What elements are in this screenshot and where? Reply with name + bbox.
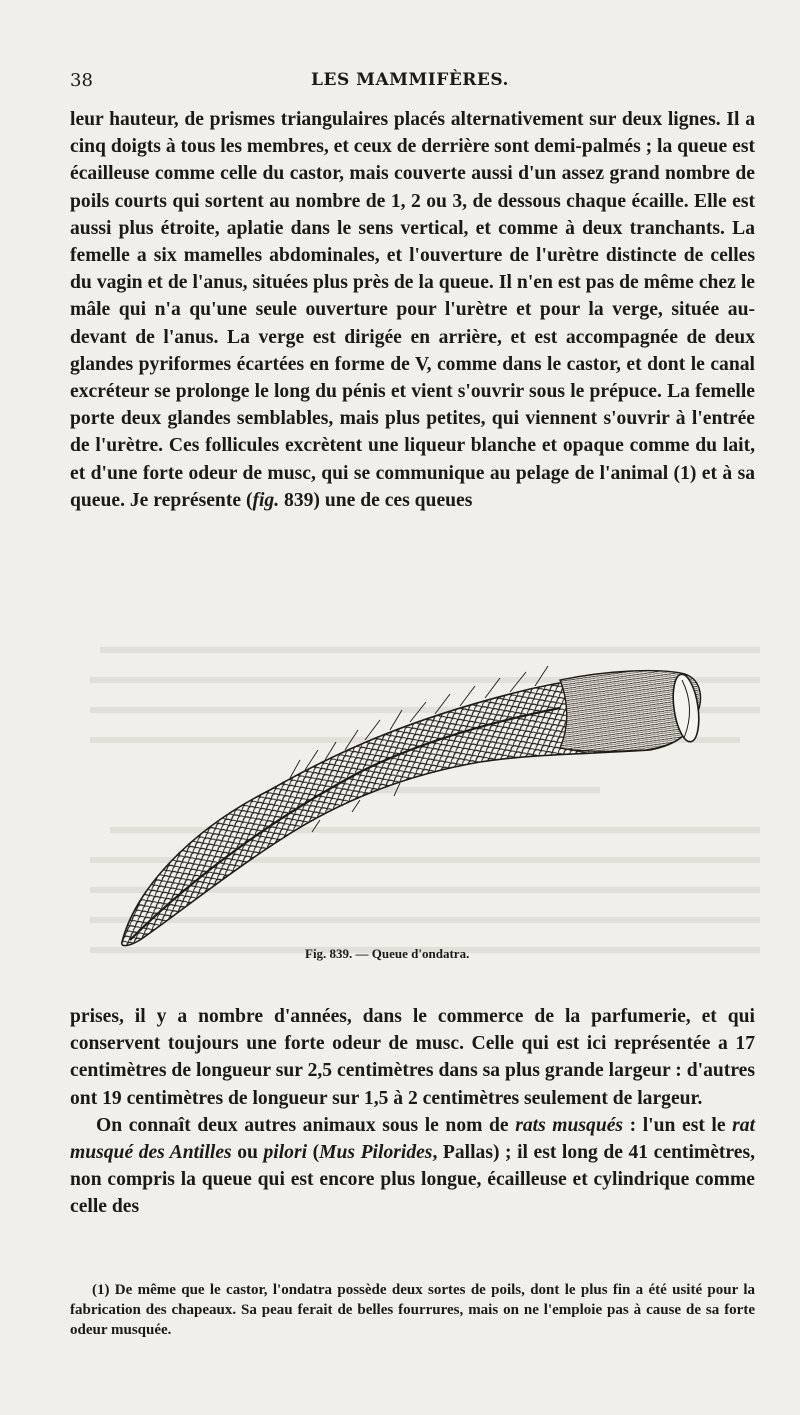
running-head: LES MAMMIFÈRES. [311, 70, 509, 90]
term-rat-musque-des-antilles: rat musqué des Antilles [70, 1114, 756, 1164]
body-text-top [70, 106, 755, 514]
body-text-bottom [70, 1003, 755, 1221]
paragraph: leur hauteur, de prismes triangulaires placés alternativement sur deux lignes. Il a cinq doigts à tous les membres, et ceux de derrière sont demi-palmés ; la queue est écailleuse comme celle du castor, mais couverte aussi d'un assez grand nombre de poils courts qui sortent au nombre de 1, 2 ou 3, de dessous chaque écaille. Elle est aussi plus étroite, aplatie dans le sens vertical, et comme à deux tranchants. La femelle a six mamelles abdominales, et l'ouverture de l'urètre distincte de celles du vagin et de l'anus, situées plus près de la queue. Il n'en est pas de même chez le mâle qui n'a qu'une seule ouverture pour l'urètre et pour la verge, située au-devant de l'anus. La verge est dirigée en arrière, et est accompagnée de deux glandes pyriformes écartées en forme de V, comme dans le castor, et dont le canal excréteur se prolonge le long du pénis et vient s'ouvrir sous le prépuce. La femelle porte deux glandes semblables, mais plus petites, qui viennent s'ouvrir à l'entrée de l'urètre. Ces follicules excrètent une liqueur blanche et opaque comme du lait, et d'une forte odeur de musc, qui se communique au pelage de l'animal (1) et à sa queue. Je représente (fig. 839) une de ces queues [70, 109, 755, 511]
paragraph: On connaît deux autres animaux sous le nom de rats musqués : l'un est le rat musqué des Antilles ou pilori (Mus Pilorides, Pallas) ; il est long de 41 centimètres, non compris la queue qui est encore plus longue, écailleuse et cylindrique comme celle des [70, 1114, 756, 1218]
figure-839 [90, 650, 730, 980]
figure-reference: fig. [252, 489, 280, 511]
term-pilori: pilori [263, 1142, 308, 1164]
muskrat-tail-engraving [90, 650, 730, 950]
page-number: 38 [70, 70, 93, 91]
term-rats-musques: rats musqués [515, 1114, 624, 1136]
paragraph: prises, il y a nombre d'années, dans le commerce de la parfumerie, et qui conservent toujours une forte odeur de musc. Celle qui est ici représentée a 17 centimètres de longueur sur 2,5 centimètres dans sa plus grande largeur : d'autres ont 19 centimètres de longueur sur 1,5 à 2 centimètres seulement de largeur. [70, 1006, 755, 1109]
footnote [70, 1280, 755, 1340]
figure-caption: Fig. 839. — Queue d'ondatra. [305, 946, 470, 961]
footnote-text: (1) De même que le castor, l'ondatra possède deux sortes de poils, dont le plus fin a été usité pour la fabrication des chapeaux. Sa peau ferait de belles fourrures, mais on ne l'emploie pas à cause de sa forte odeur musquée. [70, 1282, 755, 1338]
page-header [70, 70, 750, 100]
term-mus-pilorides: Mus Pilorides [319, 1142, 433, 1164]
